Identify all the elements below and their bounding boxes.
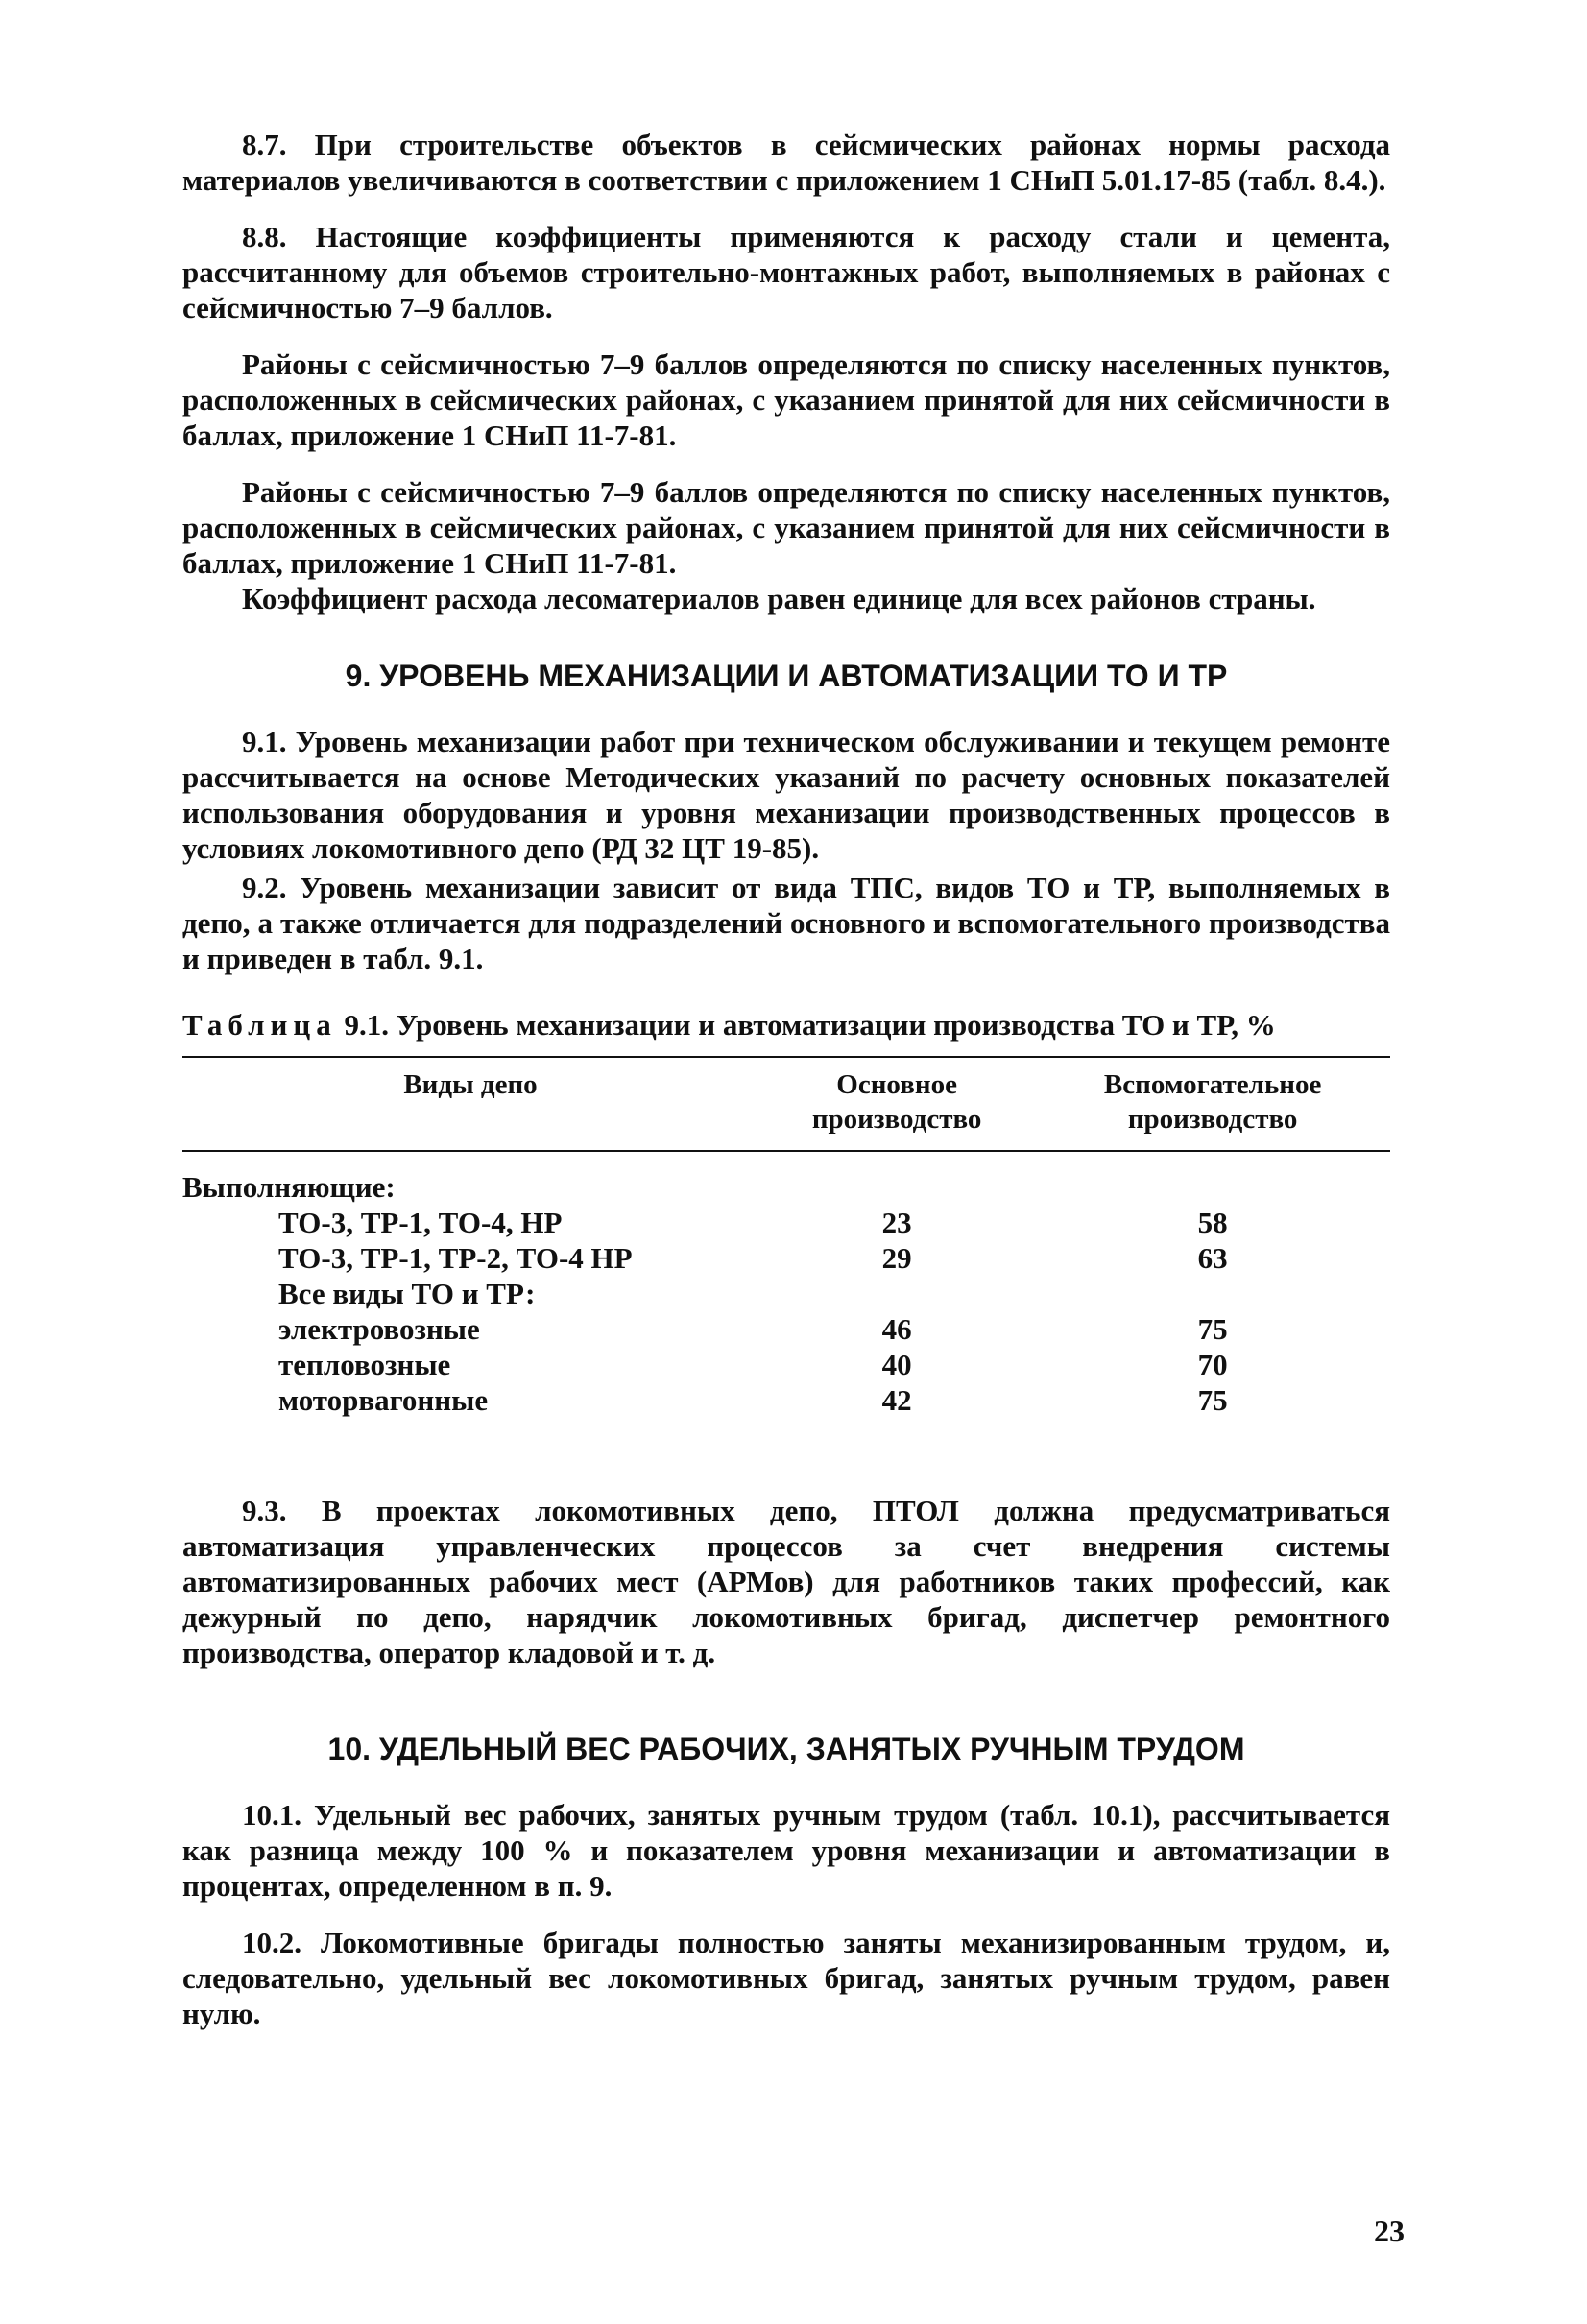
row-label: ТО-3, ТР-1, ТР-2, ТО-4 НР: [278, 1241, 633, 1275]
paragraph-10-1: 10.1. Удельный вес рабочих, занятых ручным трудом (табл. 10.1), рассчитывается как разница между 100 % и показателем уровня механизации и автоматизации в процентах, определенном в п. 9.: [182, 1798, 1390, 1903]
paragraph-8-8: 8.8. Настоящие коэффициенты применяются к расходу стали и цемента, рассчитанному для объемов строительно-монтажных работ, выполняемых в районах с сейсмичностью 7–9 баллов.: [182, 220, 1390, 324]
row-aux-value: 58: [1197, 1206, 1228, 1239]
paragraph-9-2: 9.2. Уровень механизации зависит от вида ТПС, видов ТО и ТР, выполняемых в депо, а также отличается для подразделений основного и вспомогательного производства и приведен в табл. 9.1.: [182, 871, 1390, 975]
row-label: ТО-3, ТР-1, ТО-4, НР: [278, 1206, 563, 1239]
mechanization-table: [182, 1056, 1390, 1418]
paragraph-9-3: 9.3. В проектах локомотивных депо, ПТОЛ должна предусматриваться автоматизация управленческих процессов за счет внедрения системы автоматизированных рабочих мест (АРМов) для работников таких профессий, как дежурный по депо, нарядчик локомотивных бригад, диспетчер ремонтного производства, оператор кладовой и т. д.: [182, 1494, 1390, 1669]
header-main-line2: производство: [811, 1104, 982, 1135]
paragraph-seismic-regions-repeat: Районы с сейсмичностью 7–9 баллов определяются по списку населенных пунктов, расположенных в сейсмических районах, с указанием принятой для них сейсмичности в баллах, приложение 1 СНиП 11-7-81.: [182, 475, 1390, 580]
group-label: Выполняющие:: [182, 1170, 396, 1204]
row-aux-value: 75: [1197, 1312, 1228, 1346]
section-9-heading: 9. УРОВЕНЬ МЕХАНИЗАЦИИ И АВТОМАТИЗАЦИИ ТО И ТР: [345, 659, 1228, 693]
row-aux-value: 63: [1197, 1241, 1228, 1275]
row-label: моторвагонные: [278, 1383, 489, 1417]
header-aux-production: [1035, 1057, 1390, 1151]
paragraph-10-2: 10.2. Локомотивные бригады полностью заняты механизированным трудом, и, следовательно, удельный вес локомотивных бригад, занятых ручным трудом, равен нулю.: [182, 1926, 1390, 2030]
paragraph-8-7: 8.7. При строительстве объектов в сейсмических районах нормы расхода материалов увеличиваются в соответствии с приложением 1 СНиП 5.01.17-85 (табл. 8.4.).: [182, 128, 1390, 197]
subgroup-label: Все виды ТО и ТР:: [278, 1277, 536, 1310]
paragraph-timber-coefficient: Коэффициент расхода лесоматериалов равен единице для всех районов страны.: [242, 582, 1316, 615]
paragraph-seismic-regions: Районы с сейсмичностью 7–9 баллов определяются по списку населенных пунктов, расположенных в сейсмических районах, с указанием принятой для них сейсмичности в баллах, приложение 1 СНиП 11-7-81.: [182, 347, 1390, 452]
row-main-value: 42: [881, 1383, 912, 1417]
page-number: 23: [1374, 2214, 1405, 2248]
paragraph-9-1: 9.1. Уровень механизации работ при техническом обслуживании и текущем ремонте рассчитывается на основе Методических указаний по расчету основных показателей использования оборудования и уровня механизации производственных процессов в условиях локомотивного депо (РД 32 ЦТ 19-85).: [182, 725, 1390, 865]
table-header-row: [182, 1057, 1390, 1151]
row-aux-value: 70: [1197, 1348, 1228, 1381]
table-row: [182, 1311, 1390, 1347]
header-depot-types: Виды депо: [182, 1057, 758, 1151]
table-row: [182, 1382, 1390, 1418]
row-aux-value: 75: [1197, 1383, 1228, 1417]
row-label: тепловозные: [278, 1348, 451, 1381]
row-main-value: 40: [881, 1348, 912, 1381]
table-row: [182, 1240, 1390, 1276]
row-main-value: 46: [881, 1312, 912, 1346]
table-caption: [182, 1007, 1390, 1042]
row-main-value: 29: [881, 1241, 912, 1275]
header-main-line1: Основное: [836, 1069, 957, 1100]
header-aux-line1: Вспомогательное: [1103, 1069, 1322, 1100]
table-row: [182, 1205, 1390, 1240]
row-main-value: 23: [881, 1206, 912, 1239]
table-caption-label: Таблица: [182, 1008, 337, 1042]
header-main-production: [758, 1057, 1035, 1151]
row-label: электровозные: [278, 1312, 480, 1346]
table-row: [182, 1347, 1390, 1382]
table-caption-text: 9.1. Уровень механизации и автоматизации производства ТО и ТР, %: [336, 1008, 1276, 1042]
header-aux-line2: производство: [1127, 1104, 1298, 1135]
section-10-heading: 10. УДЕЛЬНЫЙ ВЕС РАБОЧИХ, ЗАНЯТЫХ РУЧНЫМ ТРУДОМ: [327, 1732, 1245, 1766]
page-content: [182, 127, 1390, 2031]
